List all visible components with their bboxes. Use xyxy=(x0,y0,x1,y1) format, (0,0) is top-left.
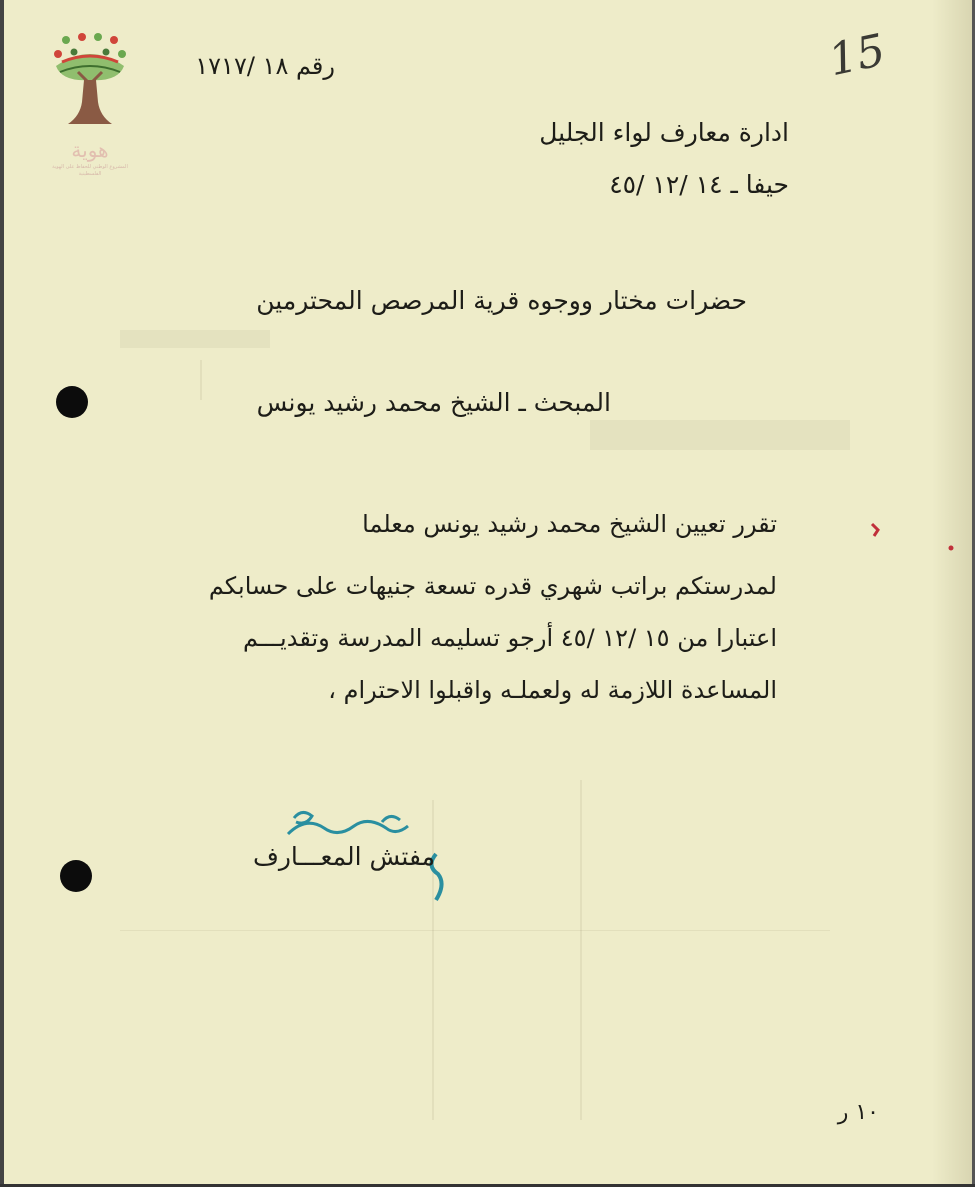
body-line: المساعدة اللازمة له ولعملـه واقبلوا الاحترام ، xyxy=(328,676,777,704)
show-through-line xyxy=(120,930,830,931)
logo-caption: هوية xyxy=(71,138,109,162)
organization-name: ادارة معارف لواء الجليل xyxy=(539,118,789,147)
page-shadow xyxy=(932,0,972,1184)
show-through-line xyxy=(580,780,582,1120)
scan-border-left xyxy=(0,0,4,1187)
addressee-line: حضرات مختار ووجوه قرية المرصص المحترمين xyxy=(256,286,747,315)
place-and-date: حيفا ـ ١٤ /١٢ /٤٥ xyxy=(609,170,789,199)
punch-hole xyxy=(56,386,88,418)
signer-title: مفتش المعـــارف xyxy=(252,842,435,871)
body-line: تقرر تعيين الشيخ محمد رشيد يونس معلما xyxy=(362,510,777,538)
red-ink-mark xyxy=(870,522,880,538)
body-line: لمدرستكم براتب شهري قدره تسعة جنيهات على حسابكم xyxy=(208,572,777,600)
page-mark: ١٠ ر xyxy=(837,1100,879,1125)
punch-hole xyxy=(60,860,92,892)
logo-small-caption: المشروع الوطني للحفاظ على الهوية الفلسطينية xyxy=(52,164,128,177)
show-through-block xyxy=(590,420,850,450)
reference-number: رقم ١٨ /١٧١٧ xyxy=(195,52,335,80)
logo-people-icon xyxy=(54,33,126,80)
body-line: اعتبارا من ١٥ /١٢ /٤٥ أرجو تسليمه المدرسة وتقديـــم xyxy=(242,624,777,652)
show-through-block xyxy=(120,330,270,348)
red-ink-mark xyxy=(946,544,956,552)
subject-line: المبحث ـ الشيخ محمد رشيد يونس xyxy=(256,388,611,417)
handwritten-folio-number: 15 xyxy=(824,24,890,87)
show-through-line xyxy=(200,360,202,400)
